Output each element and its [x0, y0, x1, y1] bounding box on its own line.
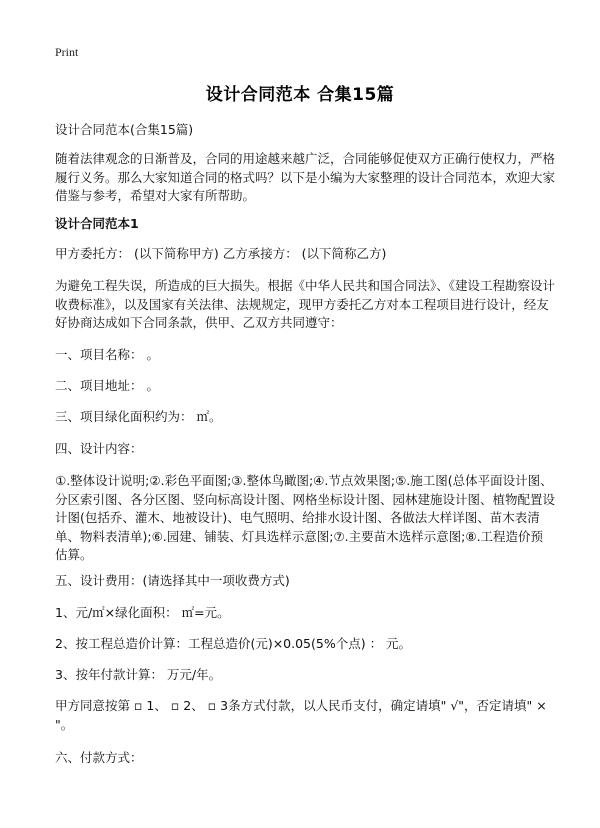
item-green-area: 三、项目绿化面积约为： ㎡。: [55, 409, 222, 424]
document-subtitle: 设计合同范本(合集15篇): [55, 122, 194, 137]
fee-option-3: 3、按年付款计算： 万元/年。: [55, 667, 222, 682]
item-payment-method: 六、付款方式：: [55, 750, 143, 765]
fee-option-1: 1、元/㎡×绿化面积： ㎡=元。: [55, 605, 230, 620]
intro-paragraph: 随着法律观念的日渐普及，合同的用途越来越广泛，合同能够促使双方正确行使权力，严格履行义务。那么大家知道合同的格式吗？以下是小编为大家整理的设计合同范本，欢迎大家借鉴与参考，希望对大家有所帮助。: [55, 151, 556, 203]
print-label: Print: [55, 45, 79, 59]
item-design-content: 四、设计内容：: [55, 441, 143, 456]
page-title: 设计合同范本 合集15篇: [205, 85, 395, 105]
fee-option-2: 2、按工程总造价计算：工程总造价(元)×0.05(5%个点) ： 元。: [55, 636, 412, 651]
payment-agreement: 甲方同意按第 ▫ 1、 ▫ 2、 ▫ 3条方式付款，以人民币支付，确定请填" √"，否定请填" × "。: [55, 698, 547, 732]
preamble-paragraph: 为避免工程失误，所造成的巨大损失。根据《中华人民共和国合同法》、《建设工程勘察设计收费标准》，以及国家有关法律、法规规定，现甲方委托乙方对本工程项目进行设计，经友好协商达成如下合同条款，供甲、乙双方共同遵守：: [55, 278, 556, 330]
design-content-list: ①.整体设计说明;②.彩色平面图;③.整体鸟瞰图;④.节点效果图;⑤.施工图(总体平面设计图、分区索引图、各分区图、竖向标高设计图、网格坐标设计图、园林建施设计图、植物配置设计图(包括乔、灌木、地被设计)、电气照明、给排水设计图、各做法大样详图、苗木表清单、物料表清单);⑥.园建、铺装、灯具选样示意图;⑦.主要苗木选样示意图;⑧.工程造价预估算。: [55, 473, 556, 562]
item-design-fee: 五、设计费用：(请选择其中一项收费方式): [55, 573, 290, 588]
item-project-address: 二、项目地址： 。: [55, 378, 159, 393]
section-heading: 设计合同范本1: [55, 216, 139, 231]
parties-line: 甲方委托方： (以下简称甲方) 乙方承接方： (以下简称乙方): [55, 246, 387, 261]
item-project-name: 一、项目名称： 。: [55, 347, 159, 362]
